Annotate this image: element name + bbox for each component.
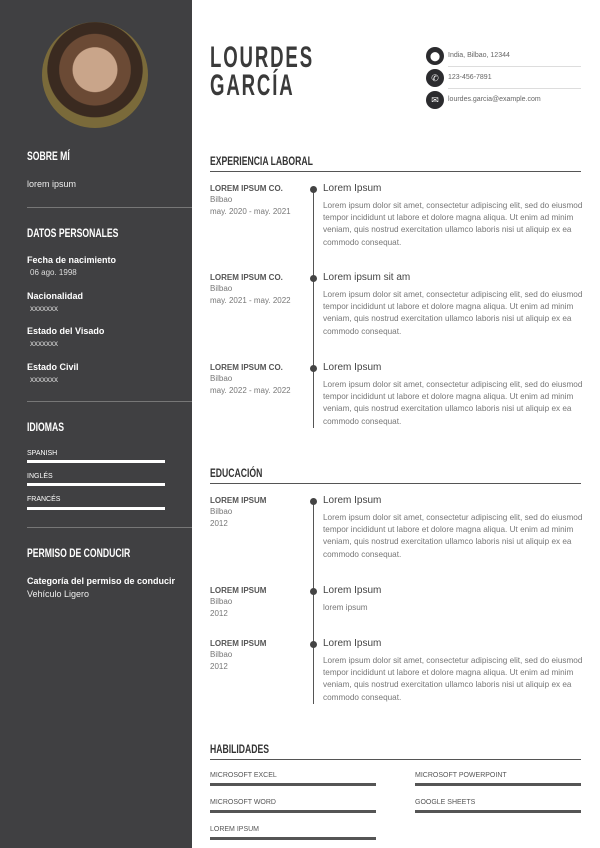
language-name: FRANCÉS: [27, 496, 61, 503]
experience-heading: EXPERIENCIA LABORAL: [210, 154, 313, 168]
civil-value: xxxxxxx: [30, 375, 58, 384]
skill-level-bar: [210, 810, 376, 813]
entry-description: lorem ipsum: [323, 603, 368, 612]
divider: [448, 66, 581, 67]
entry-title: Lorem Ipsum: [323, 362, 382, 373]
entry-description: Lorem ipsum dolor sit amet, consectetur adipiscing elit, sed do eiusmod tempor incididunt ut labore et dolore magna aliqua. Ut enim ad minim veniam, quis nostrud exercitation ullamco laboris nisi ut aliquip ex ea commodo consequat.: [323, 201, 583, 247]
location: Bilbao: [210, 597, 233, 606]
location: Bilbao: [210, 374, 233, 383]
license-label: Categoría del permiso de conducir: [27, 576, 176, 586]
location: Bilbao: [210, 284, 233, 293]
entry-title: Lorem Ipsum: [323, 638, 382, 649]
location: Bilbao: [210, 650, 233, 659]
divider: [210, 171, 581, 172]
skill-name: MICROSOFT EXCEL: [210, 772, 277, 779]
location: Bilbao: [210, 195, 233, 204]
organization: LOREM IPSUM: [210, 496, 267, 505]
language-level-bar: [27, 483, 165, 486]
skill-name: MICROSOFT POWERPOINT: [415, 772, 507, 779]
languages-heading: IDIOMAS: [27, 420, 64, 434]
skill-name: LOREM IPSUM: [210, 826, 260, 833]
dates: may. 2020 - may. 2021: [210, 207, 291, 216]
address-text: India, Bilbao, 12344: [448, 52, 510, 59]
organization: LOREM IPSUM CO.: [210, 363, 283, 372]
civil-label: Estado Civil: [27, 362, 79, 372]
organization: LOREM IPSUM CO.: [210, 273, 283, 282]
timeline-dot: [310, 365, 317, 372]
organization: LOREM IPSUM: [210, 639, 267, 648]
divider: [27, 527, 192, 528]
timeline-line: [313, 502, 314, 704]
personal-heading: DATOS PERSONALES: [27, 226, 119, 240]
about-heading: SOBRE MÍ: [27, 149, 70, 163]
dates: 2012: [210, 609, 228, 618]
nationality-label: Nacionalidad: [27, 291, 84, 301]
phone-icon: ✆: [426, 69, 444, 87]
entry-title: Lorem ipsum sit am: [323, 272, 411, 283]
education-heading: EDUCACIÓN: [210, 466, 263, 480]
organization: LOREM IPSUM CO.: [210, 184, 283, 193]
email-text: lourdes.garcia@example.com: [448, 96, 541, 103]
skills-heading: HABILIDADES: [210, 742, 270, 756]
entry-description: Lorem ipsum dolor sit amet, consectetur adipiscing elit, sed do eiusmod tempor incididunt ut labore et dolore magna aliqua. Ut enim ad minim veniam, quis nostrud exercitation ullamco laboris nisi ut aliquip ex ea commodo consequat.: [323, 656, 583, 702]
nationality-value: xxxxxxx: [30, 304, 58, 313]
timeline-dot: [310, 186, 317, 193]
timeline-dot: [310, 641, 317, 648]
entry-title: Lorem Ipsum: [323, 585, 382, 596]
language-level-bar: [27, 460, 165, 463]
dates: may. 2021 - may. 2022: [210, 296, 291, 305]
profile-photo: [42, 22, 148, 128]
divider: [448, 88, 581, 89]
language-name: SPANISH: [27, 450, 58, 457]
language-name: INGLÉS: [27, 473, 53, 480]
email-icon: ✉: [426, 91, 444, 109]
location: Bilbao: [210, 507, 233, 516]
dates: 2012: [210, 662, 228, 671]
divider: [210, 759, 581, 760]
timeline-dot: [310, 498, 317, 505]
skill-name: MICROSOFT WORD: [210, 799, 276, 806]
timeline-dot: [310, 275, 317, 282]
skill-level-bar: [210, 837, 376, 840]
timeline-line: [313, 190, 314, 428]
language-level-bar: [27, 507, 165, 510]
divider: [210, 483, 581, 484]
divider: [27, 207, 192, 208]
divider: [27, 401, 192, 402]
skill-level-bar: [415, 810, 581, 813]
license-value: Vehículo Ligero: [27, 589, 90, 599]
timeline-dot: [310, 588, 317, 595]
visa-label: Estado del Visado: [27, 326, 105, 336]
entry-description: Lorem ipsum dolor sit amet, consectetur adipiscing elit, sed do eiusmod tempor incididunt ut labore et dolore magna aliqua. Ut enim ad minim veniam, quis nostrud exercitation ullamco laboris nisi ut aliquip ex ea commodo consequat.: [323, 290, 583, 336]
phone-text: 123-456-7891: [448, 74, 492, 81]
visa-value: xxxxxxx: [30, 339, 58, 348]
birthdate-value: 06 ago. 1998: [30, 268, 77, 277]
skill-level-bar: [210, 783, 376, 786]
license-heading: PERMISO DE CONDUCIR: [27, 546, 131, 560]
skill-level-bar: [415, 783, 581, 786]
skill-name: GOOGLE SHEETS: [415, 799, 476, 806]
dates: 2012: [210, 519, 228, 528]
location-icon: ⬤: [426, 47, 444, 65]
organization: LOREM IPSUM: [210, 586, 267, 595]
entry-title: Lorem Ipsum: [323, 183, 382, 194]
entry-title: Lorem Ipsum: [323, 495, 382, 506]
entry-description: Lorem ipsum dolor sit amet, consectetur adipiscing elit, sed do eiusmod tempor incididunt ut labore et dolore magna aliqua. Ut enim ad minim veniam, quis nostrud exercitation ullamco laboris nisi ut aliquip ex ea commodo consequat.: [323, 513, 583, 559]
sidebar: [0, 0, 192, 848]
birthdate-label: Fecha de nacimiento: [27, 255, 117, 265]
candidate-name: LOURDES GARCÍA: [210, 41, 314, 102]
entry-description: Lorem ipsum dolor sit amet, consectetur adipiscing elit, sed do eiusmod tempor incididunt ut labore et dolore magna aliqua. Ut enim ad minim veniam, quis nostrud exercitation ullamco laboris nisi ut aliquip ex ea commodo consequat.: [323, 380, 583, 426]
about-text: lorem ipsum: [27, 179, 77, 189]
dates: may. 2022 - may. 2022: [210, 386, 291, 395]
